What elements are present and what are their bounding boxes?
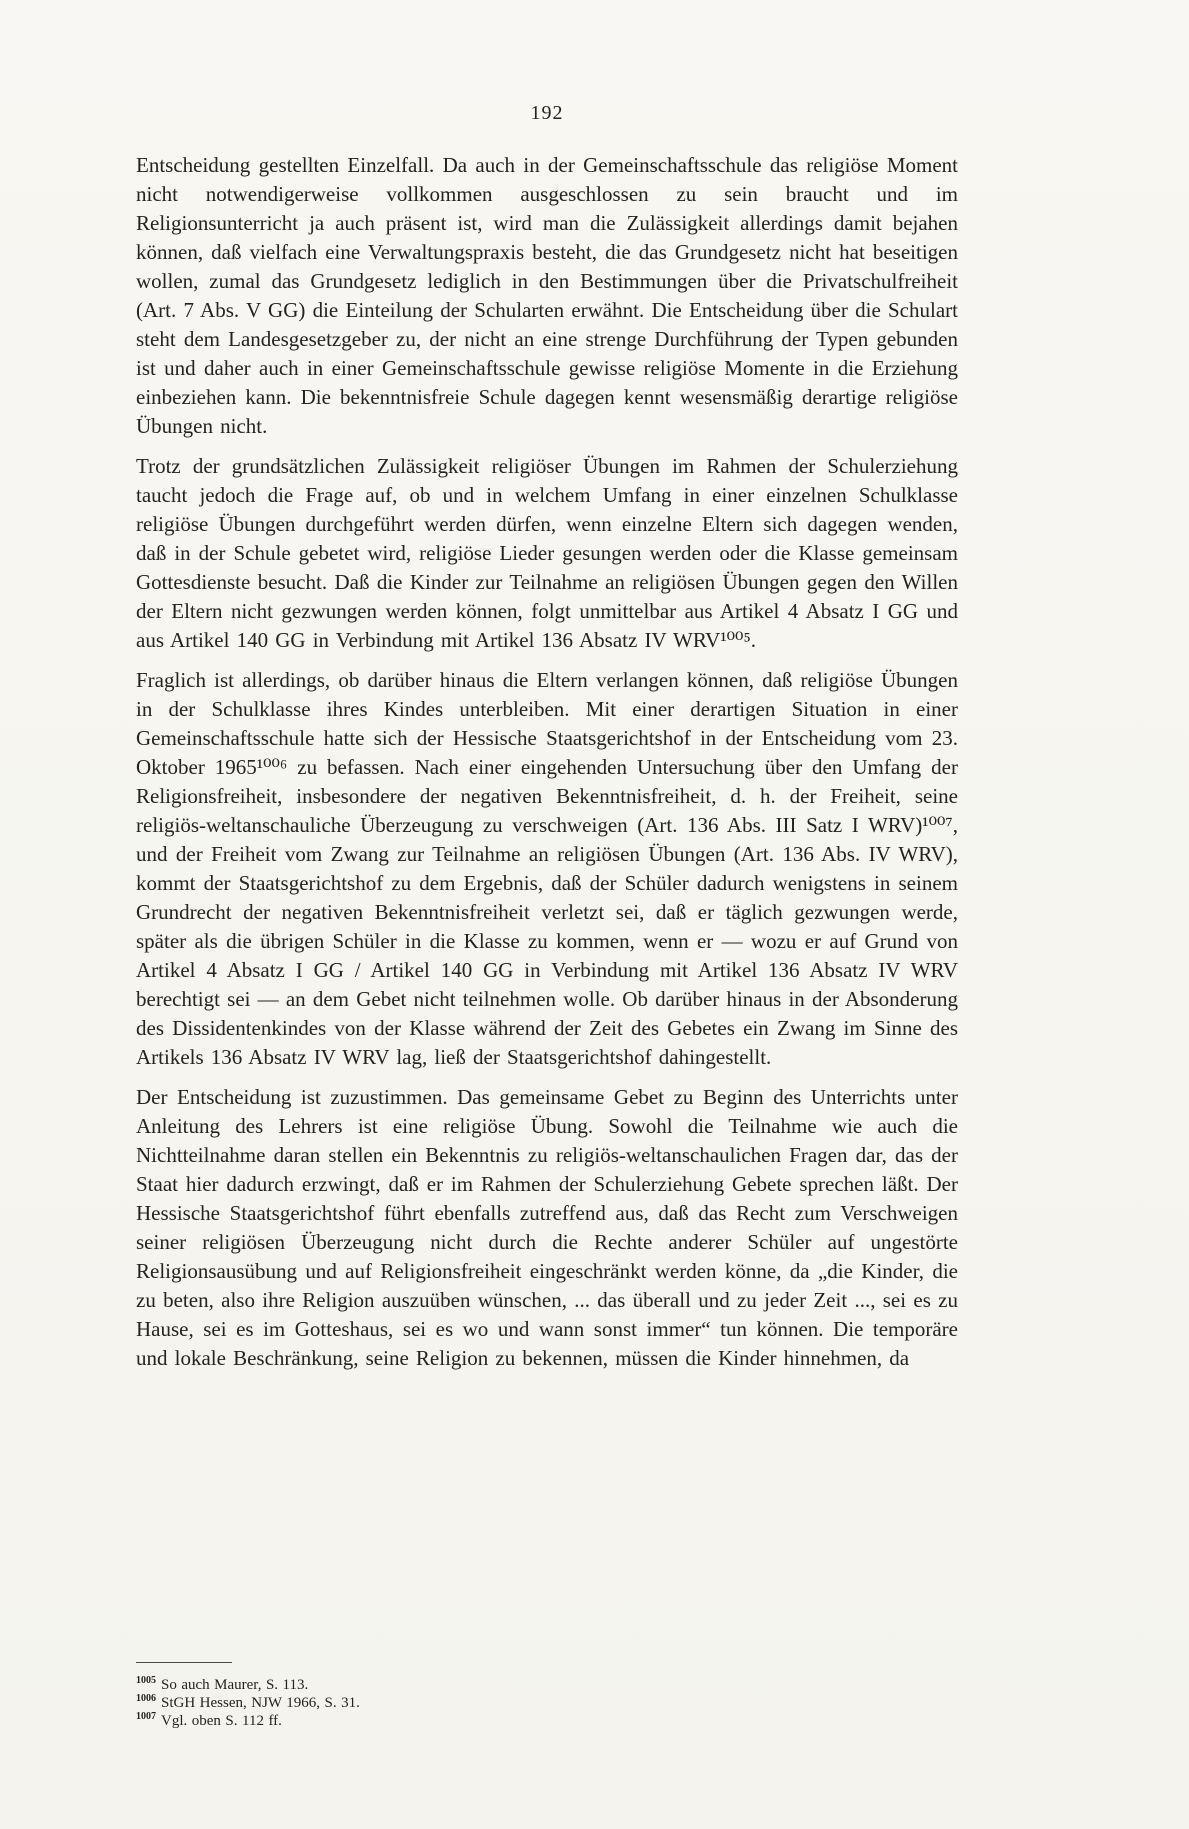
footnote [136,1694,958,1712]
footnote-separator-rule [136,1662,232,1663]
footnote-text: StGH Hessen, NJW 1966, S. 31. [161,1695,360,1711]
body-paragraph: Trotz der grundsätzlichen Zulässigkeit religiöser Übungen im Rahmen der Schulerziehung taucht jedoch die Frage auf, ob und in welchem Umfang in einer einzelnen Schulklasse religiöse Übungen durchgeführt werden dürfen, wenn einzelne Eltern sich dagegen wenden, daß in der Schule gebetet wird, religiöse Lieder gesungen werden oder die Klasse gemeinsam Gottesdienste besucht. Daß die Kinder zur Teilnahme an religiösen Übungen gegen den Willen der Eltern nicht gezwungen werden können, folgt unmittelbar aus Artikel 4 Absatz I GG und aus Artikel 140 GG in Verbindung mit Artikel 136 Absatz IV WRV¹⁰⁰⁵. [136,454,958,652]
text-block [136,102,958,1384]
footnotes-section [136,1662,958,1730]
body-paragraph: Der Entscheidung ist zuzustimmen. Das gemeinsame Gebet zu Beginn des Unterrichts unter Anleitung des Lehrers ist eine religiöse Übung. Sowohl die Teilnahme wie auch die Nichtteilnahme daran stellen ein Bekenntnis zu religiös-weltanschaulichen Fragen dar, das der Staat hier dadurch erzwingt, daß er im Rahmen der Schulerziehung Gebete sprechen läßt. Der Hessische Staatsgerichtshof führt ebenfalls zutreffend aus, daß das Recht zum Verschweigen seiner religiösen Überzeugung nicht durch die Rechte anderer Schüler auf ungestörte Religionsausübung und auf Religionsfreiheit eingeschränkt werden könne, da „die Kinder, die zu beten, also ihre Religion auszuüben wünschen, ... das überall und zu jeder Zeit ..., sei es zu Hause, sei es im Gotteshaus, sei es wo und wann sonst immer“ tun können. Die temporäre und lokale Beschränkung, seine Religion zu bekennen, müssen die Kinder hinnehmen, da [136,1085,958,1370]
footnote-text: So auch Maurer, S. 113. [161,1677,309,1693]
footnote [136,1676,958,1694]
body-paragraph: Fraglich ist allerdings, ob darüber hinaus die Eltern verlangen können, daß religiöse Übungen in der Schulklasse ihres Kindes unterbleiben. Mit einer derartigen Situation in einer Gemeinschaftsschule hatte sich der Hessische Staatsgerichtshof in der Entscheidung vom 23. Oktober 1965¹⁰⁰⁶ zu befassen. Nach einer eingehenden Untersuchung über den Umfang der Religionsfreiheit, insbesondere der negativen Bekenntnisfreiheit, d. h. der Freiheit, seine religiös-weltanschauliche Überzeugung zu verschweigen (Art. 136 Abs. III Satz I WRV)¹⁰⁰⁷, und der Freiheit vom Zwang zur Teilnahme an religiösen Übungen (Art. 136 Abs. IV WRV), kommt der Staatsgerichtshof zu dem Ergebnis, daß der Schüler dadurch wenigstens in seinem Grundrecht der negativen Bekenntnisfreiheit verletzt sei, daß er täglich gezwungen werde, später als die übrigen Schüler in die Klasse zu kommen, wenn er — wozu er auf Grund von Artikel 4 Absatz I GG / Artikel 140 GG in Verbindung mit Artikel 136 Absatz IV WRV berechtigt sei — an dem Gebet nicht teilnehmen wolle. Ob darüber hinaus in der Absonderung des Dissidentenkindes von der Klasse während der Zeit des Gebetes ein Zwang im Sinne des Artikels 136 Absatz IV WRV lag, ließ der Staatsgerichtshof dahingestellt. [136,668,958,1069]
footnote-marker: 1007 [136,1711,156,1722]
footnote-marker: 1005 [136,1675,156,1686]
page-number: 192 [530,102,564,124]
footnote [136,1712,958,1730]
body-paragraph: Entscheidung gestellten Einzelfall. Da auch in der Gemeinschaftsschule das religiöse Moment nicht notwendigerweise vollkommen ausgeschlossen zu sein braucht und im Religionsunterricht ja auch präsent ist, wird man die Zulässigkeit allerdings damit bejahen können, daß vielfach eine Verwaltungspraxis besteht, die das Grundgesetz nicht hat beseitigen wollen, zumal das Grundgesetz lediglich in den Bestimmungen über die Privatschulfreiheit (Art. 7 Abs. V GG) die Einteilung der Schularten erwähnt. Die Entscheidung über die Schulart steht dem Landesgesetzgeber zu, der nicht an eine strenge Durchführung der Typen gebunden ist und daher auch in einer Gemeinschaftsschule gewisse religiöse Momente in die Erziehung einbeziehen kann. Die bekenntnisfreie Schule dagegen kennt wesensmäßig derartige religiöse Übungen nicht. [136,153,958,438]
footnote-text: Vgl. oben S. 112 ff. [161,1713,282,1729]
footnote-marker: 1006 [136,1693,156,1704]
